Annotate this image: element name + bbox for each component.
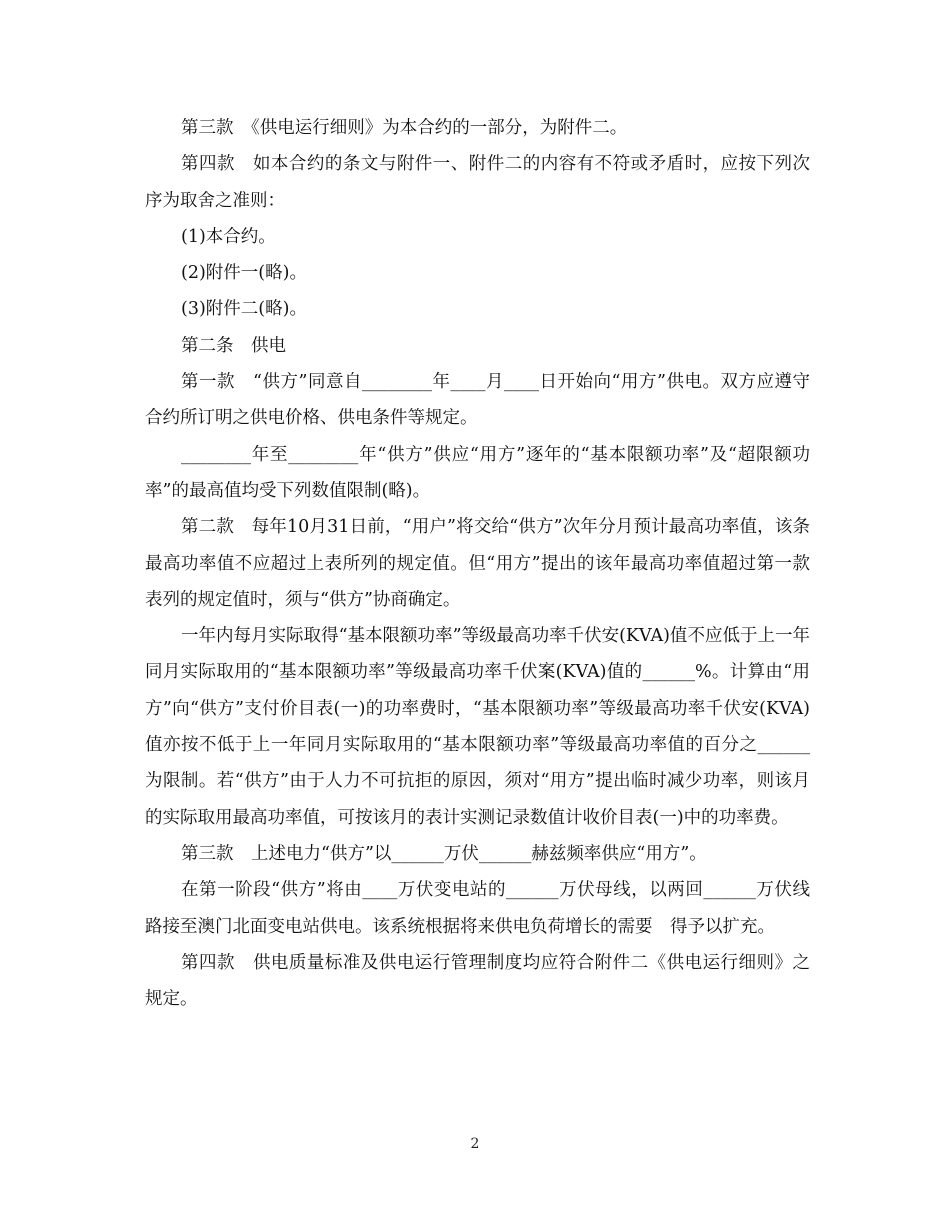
clause-paragraph: 第一款 “供方”同意自________年____月____日开始向“用方”供电。双方应遵守合约所订明之供电价格、供电条件等规定。: [145, 372, 810, 429]
clause-paragraph: 第二款 每年10月31日前，“用户”将交给“供方”次年分月预计最高功率值，该条最高功率值不应超过上表所列的规定值。但“用方”提出的该年最高功率值超过第一款表列的规定值时，须与“供方”协商确定。: [145, 517, 810, 610]
article-heading: 第二条 供电: [181, 335, 286, 356]
list-item: (1)本合约。: [181, 226, 276, 247]
list-item: (3)附件二(略)。: [181, 299, 307, 320]
clause-paragraph: 一年内每月实际取得“基本限额功率”等级最高功率千伏安(KVA)值不应低于上一年同月实际取用的“基本限额功率”等级最高功率千伏案(KVA)值的______%。计算由“用方”向“供方”支付价目表(一)的功率费时，“基本限额功率”等级最高功率千伏安(KVA)值亦按不低于上一年同月实际取用的“基本限额功率”等级最高功率值的百分之______为限制。若“供方”由于人力不可抗拒的原因，须对“用方”提出临时减少功率，则该月的实际取用最高功率值，可按该月的表计实测记录数值计收价目表(一)中的功率费。: [145, 626, 810, 828]
document-body: [145, 110, 810, 1017]
list-item: (2)附件一(略)。: [181, 263, 307, 284]
clause-paragraph: 在第一阶段“供方”将由____万伏变电站的______万伏母线，以两回______万伏线路接至澳门北面变电站供电。该系统根据将来供电负荷增长的需要 得予以扩充。: [145, 880, 810, 937]
clause-paragraph: ________年至________年“供方”供应“用方”逐年的“基本限额功率”及“超限额功率”的最高值均受下列数值限制(略)。: [145, 444, 810, 501]
clause-paragraph: 第三款 上述电力“供方”以______万伏______赫兹频率供应“用方”。: [181, 843, 707, 864]
clause-paragraph: 第三款 《供电运行细则》为本合约的一部分，为附件二。: [181, 118, 628, 138]
page-number: 2: [470, 1136, 480, 1152]
clause-paragraph: 第四款 如本合约的条文与附件一、附件二的内容有不符或矛盾时，应按下列次序为取舍之准则：: [145, 154, 810, 211]
clause-paragraph: 第四款 供电质量标准及供电运行管理制度均应符合附件二《供电运行细则》之规定。: [145, 952, 810, 1010]
